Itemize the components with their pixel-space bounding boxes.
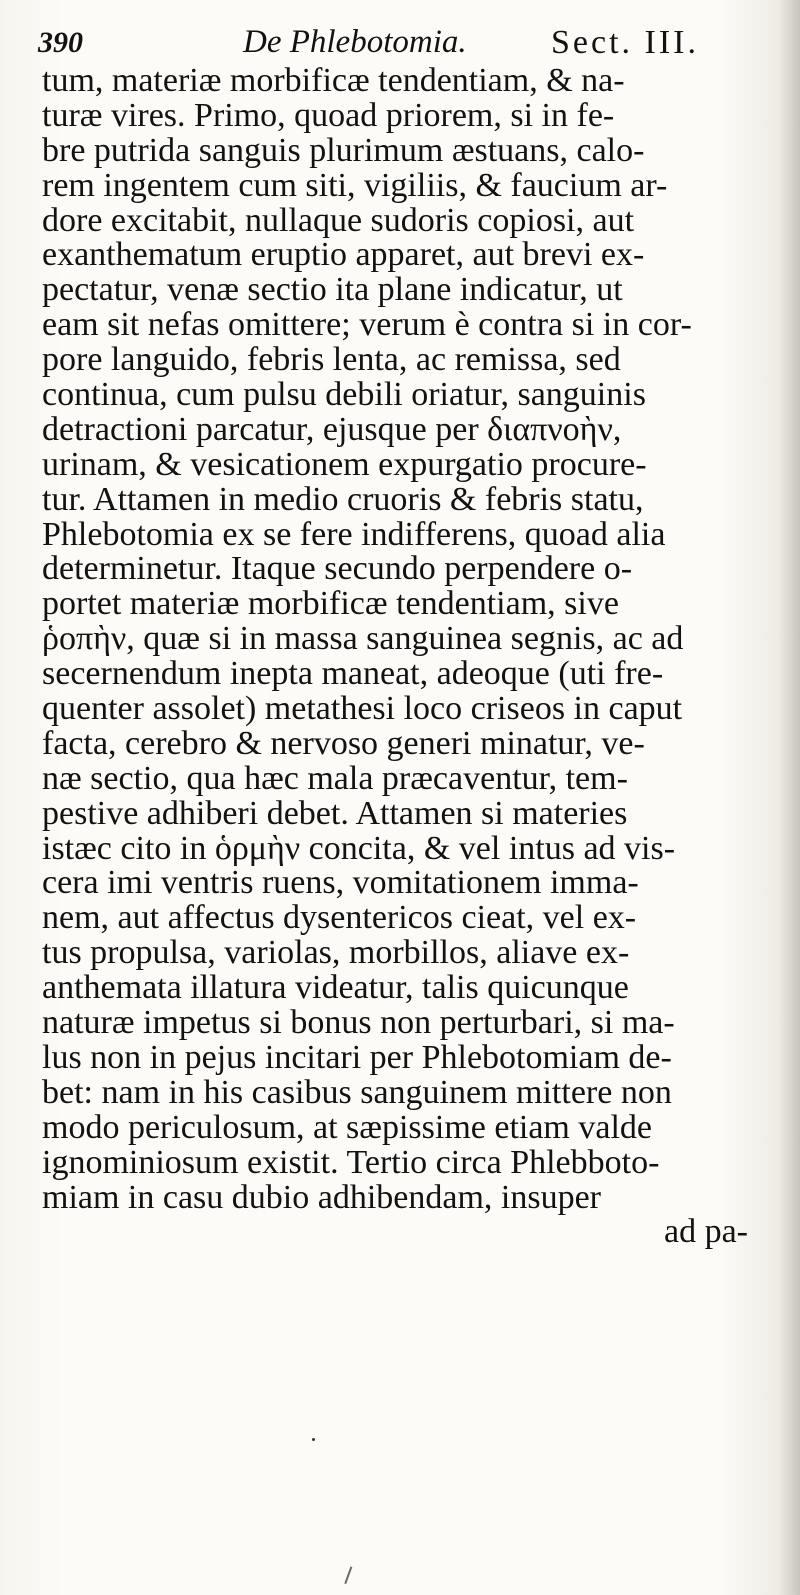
text-line: dore excitabit, nullaque sudoris copiosi, aut	[42, 201, 635, 239]
text-line: detractioni parcatur, ejusque per διαπνοὴν,	[42, 410, 622, 448]
ink-speck	[312, 1438, 315, 1441]
text-line: eam sit nefas omittere; verum è contra si in cor-	[42, 306, 692, 344]
text-line: tus propulsa, variolas, morbillos, aliave ex-	[42, 934, 630, 972]
text-line: naturæ impetus si bonus non perturbari, si ma-	[42, 1004, 675, 1042]
running-head	[38, 18, 798, 68]
text-line: bet: nam in his casibus sanguinem mittere non	[42, 1073, 672, 1111]
page-number: 390	[38, 26, 83, 59]
text-line: facta, cerebro & nervoso generi minatur, ve-	[42, 724, 645, 762]
catchword: ad pa-	[663, 1213, 748, 1251]
text-line: modo periculosum, at sæpissime etiam valde	[42, 1108, 653, 1146]
text-line: pectatur, venæ sectio ita plane indicatur, ut	[42, 271, 623, 309]
text-line: exanthematum eruptio apparet, aut brevi ex-	[42, 236, 645, 274]
ink-mark	[344, 1566, 361, 1587]
text-line: urinam, & vesicationem expurgatio procure-	[42, 445, 647, 483]
text-line: turæ vires. Primo, quoad priorem, si in fe-	[42, 96, 615, 134]
text-line: pore languido, febris lenta, ac remissa, sed	[42, 341, 621, 379]
text-line: lus non in pejus incitari per Phlebotomiam de-	[42, 1038, 672, 1076]
text-line: næ sectio, qua hæc mala præcaventur, tem-	[42, 759, 628, 797]
body-text	[42, 64, 782, 1250]
text-line: pestive adhiberi debet. Attamen si materies	[42, 794, 628, 832]
text-line: rem ingentem cum siti, vigiliis, & faucium ar-	[42, 166, 668, 204]
text-line: cera imi ventris ruens, vomitationem imma-	[42, 864, 639, 902]
text-line: secernendum inepta maneat, adeoque (uti fre-	[42, 655, 664, 693]
text-line: anthemata illatura videatur, talis quicunque	[42, 969, 629, 1007]
text-line: quenter assolet) metathesi loco criseos in caput	[42, 690, 683, 728]
section-label: Sect. III.	[551, 24, 700, 61]
running-title: De Phlebotomia.	[243, 24, 467, 60]
text-line: bre putrida sanguis plurimum æstuans, calo-	[42, 131, 645, 169]
text-line: nem, aut affectus dysentericos cieat, vel ex-	[42, 899, 637, 937]
text-line: ῥοπὴν, quæ si in massa sanguinea segnis, ac ad	[42, 620, 684, 658]
text-line: determinetur. Itaque secundo perpendere o-	[42, 550, 633, 588]
text-line: tum, materiæ morbificæ tendentiam, & na-	[42, 62, 625, 99]
text-line: continua, cum pulsu debili oriatur, sanguinis	[42, 376, 646, 414]
text-line: ignominiosum existit. Tertio circa Phlebboto-	[42, 1143, 660, 1181]
text-line: portet materiæ morbificæ tendentiam, sive	[42, 585, 619, 623]
text-line: miam in casu dubio adhibendam, insuper	[42, 1178, 601, 1216]
text-line: istæc cito in ὁρμὴν concita, & vel intus ad vis-	[42, 829, 676, 867]
text-line: Phlebotomia ex se fere indifferens, quoad alia	[42, 515, 666, 553]
text-line: tur. Attamen in medio cruoris & febris statu,	[42, 480, 644, 518]
